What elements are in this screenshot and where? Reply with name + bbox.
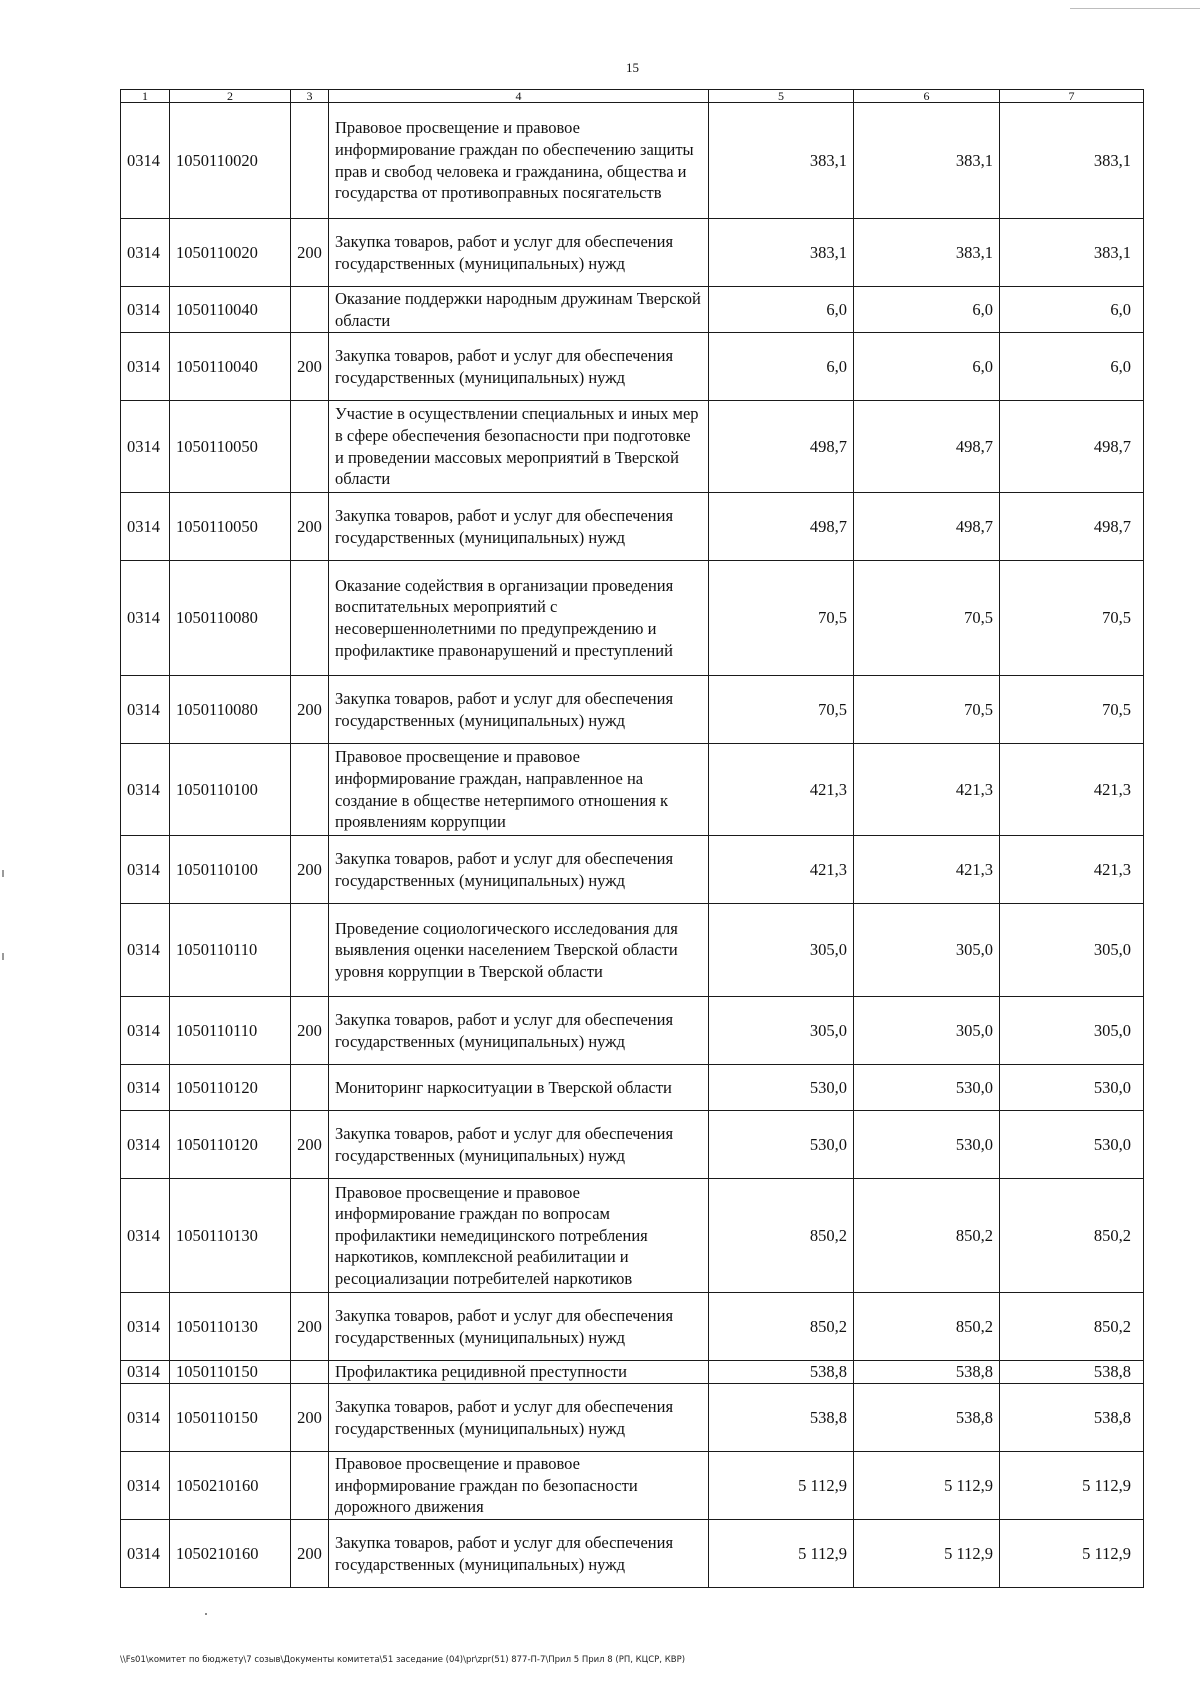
amount-col7: 383,1 <box>1000 219 1144 287</box>
target-article-code: 1050110110 <box>170 904 291 997</box>
expense-type-code <box>291 103 329 219</box>
table-row <box>121 836 1144 904</box>
amount-col5: 538,8 <box>709 1361 854 1384</box>
target-article-code: 1050110020 <box>170 103 291 219</box>
section-code: 0314 <box>121 1111 170 1179</box>
target-article-code: 1050110080 <box>170 676 291 744</box>
item-description: Правовое просвещение и правовое информирование граждан по вопросам профилактики немедицинского потребления наркотиков, комплексной реабилитации и ресоциализации потребителей наркотиков <box>329 1179 709 1293</box>
amount-col5: 538,8 <box>709 1384 854 1452</box>
section-code: 0314 <box>121 219 170 287</box>
item-description: Оказание поддержки народным дружинам Тверской области <box>329 287 709 333</box>
section-code: 0314 <box>121 676 170 744</box>
table-row <box>121 1520 1144 1588</box>
target-article-code: 1050110040 <box>170 287 291 333</box>
amount-col7: 538,8 <box>1000 1384 1144 1452</box>
amount-col6: 498,7 <box>854 493 1000 561</box>
table-row <box>121 1293 1144 1361</box>
amount-col6: 6,0 <box>854 333 1000 401</box>
table-row <box>121 1179 1144 1293</box>
amount-col5: 305,0 <box>709 904 854 997</box>
item-description: Правовое просвещение и правовое информирование граждан по обеспечению защиты прав и свобод человека и гражданина, общества и государства от противоправных посягательств <box>329 103 709 219</box>
expense-type-code <box>291 1179 329 1293</box>
page-number: 15 <box>626 60 639 75</box>
target-article-code: 1050110100 <box>170 836 291 904</box>
amount-col7: 530,0 <box>1000 1111 1144 1179</box>
amount-col6: 70,5 <box>854 561 1000 676</box>
section-code: 0314 <box>121 1520 170 1588</box>
item-description: Закупка товаров, работ и услуг для обеспечения государственных (муниципальных) нужд <box>329 1293 709 1361</box>
target-article-code: 1050110120 <box>170 1111 291 1179</box>
target-article-code: 1050110150 <box>170 1361 291 1384</box>
target-article-code: 1050110150 <box>170 1384 291 1452</box>
section-code: 0314 <box>121 1452 170 1520</box>
amount-col7: 6,0 <box>1000 333 1144 401</box>
item-description: Закупка товаров, работ и услуг для обеспечения государственных (муниципальных) нужд <box>329 1111 709 1179</box>
target-article-code: 1050110130 <box>170 1293 291 1361</box>
section-code: 0314 <box>121 744 170 836</box>
target-article-code: 1050110020 <box>170 219 291 287</box>
table-row <box>121 1111 1144 1179</box>
amount-col6: 421,3 <box>854 744 1000 836</box>
amount-col6: 538,8 <box>854 1361 1000 1384</box>
target-article-code: 1050110040 <box>170 333 291 401</box>
amount-col7: 850,2 <box>1000 1293 1144 1361</box>
item-description: Проведение социологического исследования для выявления оценки населением Тверской области уровня коррупции в Тверской области <box>329 904 709 997</box>
item-description: Закупка товаров, работ и услуг для обеспечения государственных (муниципальных) нужд <box>329 493 709 561</box>
table-row <box>121 219 1144 287</box>
section-code: 0314 <box>121 1293 170 1361</box>
table-row <box>121 744 1144 836</box>
table-row <box>121 287 1144 333</box>
amount-col7: 305,0 <box>1000 904 1144 997</box>
expense-type-code: 200 <box>291 1111 329 1179</box>
expense-type-code: 200 <box>291 836 329 904</box>
expense-type-code: 200 <box>291 997 329 1065</box>
amount-col5: 421,3 <box>709 744 854 836</box>
table-row <box>121 103 1144 219</box>
amount-col6: 6,0 <box>854 287 1000 333</box>
scan-edge-mark <box>2 870 4 877</box>
item-description: Участие в осуществлении специальных и иных мер в сфере обеспечения безопасности при подготовке и проведении массовых мероприятий в Тверской области <box>329 401 709 493</box>
col-header: 6 <box>854 90 1000 103</box>
amount-col7: 498,7 <box>1000 493 1144 561</box>
expense-type-code: 200 <box>291 676 329 744</box>
target-article-code: 1050110050 <box>170 401 291 493</box>
expense-type-code: 200 <box>291 1520 329 1588</box>
item-description: Оказание содействия в организации проведения воспитательных мероприятий с несовершеннолетними по предупреждению и профилактике правонарушений и преступлений <box>329 561 709 676</box>
amount-col7: 530,0 <box>1000 1065 1144 1111</box>
amount-col6: 421,3 <box>854 836 1000 904</box>
amount-col5: 5 112,9 <box>709 1452 854 1520</box>
amount-col6: 530,0 <box>854 1111 1000 1179</box>
item-description: Закупка товаров, работ и услуг для обеспечения государственных (муниципальных) нужд <box>329 333 709 401</box>
table-row <box>121 904 1144 997</box>
table-row <box>121 493 1144 561</box>
section-code: 0314 <box>121 1179 170 1293</box>
item-description: Закупка товаров, работ и услуг для обеспечения государственных (муниципальных) нужд <box>329 997 709 1065</box>
amount-col5: 6,0 <box>709 333 854 401</box>
amount-col6: 850,2 <box>854 1179 1000 1293</box>
col-header: 2 <box>170 90 291 103</box>
amount-col5: 5 112,9 <box>709 1520 854 1588</box>
section-code: 0314 <box>121 287 170 333</box>
amount-col5: 530,0 <box>709 1065 854 1111</box>
expense-type-code <box>291 287 329 333</box>
section-code: 0314 <box>121 333 170 401</box>
col-header: 1 <box>121 90 170 103</box>
amount-col7: 538,8 <box>1000 1361 1144 1384</box>
table-row <box>121 997 1144 1065</box>
amount-col7: 5 112,9 <box>1000 1520 1144 1588</box>
amount-col6: 538,8 <box>854 1384 1000 1452</box>
amount-col5: 70,5 <box>709 561 854 676</box>
expense-type-code: 200 <box>291 333 329 401</box>
target-article-code: 1050210160 <box>170 1452 291 1520</box>
section-code: 0314 <box>121 997 170 1065</box>
item-description: Закупка товаров, работ и услуг для обеспечения государственных (муниципальных) нужд <box>329 836 709 904</box>
section-code: 0314 <box>121 103 170 219</box>
col-header: 3 <box>291 90 329 103</box>
amount-col6: 850,2 <box>854 1293 1000 1361</box>
col-header: 4 <box>329 90 709 103</box>
item-description: Мониторинг наркоситуации в Тверской области <box>329 1065 709 1111</box>
target-article-code: 1050110050 <box>170 493 291 561</box>
amount-col5: 383,1 <box>709 103 854 219</box>
scan-edge-line <box>1070 8 1200 9</box>
target-article-code: 1050110080 <box>170 561 291 676</box>
col-header: 5 <box>709 90 854 103</box>
expense-type-code: 200 <box>291 1293 329 1361</box>
section-code: 0314 <box>121 904 170 997</box>
item-description: Закупка товаров, работ и услуг для обеспечения государственных (муниципальных) нужд <box>329 676 709 744</box>
file-path-footer: \\Fs01\комитет по бюджету\7 созыв\Документы комитета\51 заседание (04)\pr\zpr(51) 877-П-7\Прил 5 Прил 8 (РП, КЦСР, КВР) <box>120 1655 686 1665</box>
amount-col5: 850,2 <box>709 1293 854 1361</box>
table-row <box>121 1452 1144 1520</box>
amount-col6: 305,0 <box>854 904 1000 997</box>
table-row <box>121 676 1144 744</box>
section-code: 0314 <box>121 1384 170 1452</box>
target-article-code: 1050210160 <box>170 1520 291 1588</box>
section-code: 0314 <box>121 493 170 561</box>
amount-col5: 305,0 <box>709 997 854 1065</box>
amount-col6: 383,1 <box>854 103 1000 219</box>
section-code: 0314 <box>121 401 170 493</box>
amount-col7: 70,5 <box>1000 561 1144 676</box>
amount-col6: 70,5 <box>854 676 1000 744</box>
section-code: 0314 <box>121 836 170 904</box>
section-code: 0314 <box>121 1065 170 1111</box>
amount-col6: 5 112,9 <box>854 1452 1000 1520</box>
target-article-code: 1050110130 <box>170 1179 291 1293</box>
expense-type-code: 200 <box>291 219 329 287</box>
item-description: Закупка товаров, работ и услуг для обеспечения государственных (муниципальных) нужд <box>329 1520 709 1588</box>
amount-col7: 421,3 <box>1000 744 1144 836</box>
expense-type-code <box>291 744 329 836</box>
table-row <box>121 1065 1144 1111</box>
amount-col6: 305,0 <box>854 997 1000 1065</box>
table-row <box>121 333 1144 401</box>
amount-col6: 498,7 <box>854 401 1000 493</box>
header-row <box>121 90 1144 103</box>
budget-table <box>120 89 1144 1588</box>
amount-col7: 305,0 <box>1000 997 1144 1065</box>
section-code: 0314 <box>121 561 170 676</box>
amount-col5: 383,1 <box>709 219 854 287</box>
expense-type-code <box>291 401 329 493</box>
amount-col6: 383,1 <box>854 219 1000 287</box>
amount-col5: 850,2 <box>709 1179 854 1293</box>
table-row <box>121 401 1144 493</box>
amount-col7: 70,5 <box>1000 676 1144 744</box>
table-row <box>121 561 1144 676</box>
target-article-code: 1050110100 <box>170 744 291 836</box>
target-article-code: 1050110110 <box>170 997 291 1065</box>
amount-col7: 850,2 <box>1000 1179 1144 1293</box>
expense-type-code: 200 <box>291 493 329 561</box>
col-header: 7 <box>1000 90 1144 103</box>
amount-col6: 530,0 <box>854 1065 1000 1111</box>
expense-type-code <box>291 1361 329 1384</box>
expense-type-code <box>291 561 329 676</box>
amount-col5: 530,0 <box>709 1111 854 1179</box>
section-code: 0314 <box>121 1361 170 1384</box>
item-description: Профилактика рецидивной преступности <box>329 1361 709 1384</box>
amount-col5: 421,3 <box>709 836 854 904</box>
item-description: Закупка товаров, работ и услуг для обеспечения государственных (муниципальных) нужд <box>329 1384 709 1452</box>
amount-col5: 70,5 <box>709 676 854 744</box>
expense-type-code <box>291 904 329 997</box>
amount-col7: 498,7 <box>1000 401 1144 493</box>
amount-col5: 6,0 <box>709 287 854 333</box>
item-description: Закупка товаров, работ и услуг для обеспечения государственных (муниципальных) нужд <box>329 219 709 287</box>
table-row <box>121 1384 1144 1452</box>
target-article-code: 1050110120 <box>170 1065 291 1111</box>
scan-edge-mark <box>2 953 4 960</box>
expense-type-code <box>291 1452 329 1520</box>
amount-col7: 5 112,9 <box>1000 1452 1144 1520</box>
amount-col7: 6,0 <box>1000 287 1144 333</box>
amount-col7: 383,1 <box>1000 103 1144 219</box>
expense-type-code <box>291 1065 329 1111</box>
expense-type-code: 200 <box>291 1384 329 1452</box>
item-description: Правовое просвещение и правовое информирование граждан по безопасности дорожного движения <box>329 1452 709 1520</box>
item-description: Правовое просвещение и правовое информирование граждан, направленное на создание в обществе нетерпимого отношения к проявлениям коррупции <box>329 744 709 836</box>
amount-col7: 421,3 <box>1000 836 1144 904</box>
amount-col5: 498,7 <box>709 401 854 493</box>
scan-speck <box>205 1613 207 1615</box>
amount-col6: 5 112,9 <box>854 1520 1000 1588</box>
table-row <box>121 1361 1144 1384</box>
amount-col5: 498,7 <box>709 493 854 561</box>
